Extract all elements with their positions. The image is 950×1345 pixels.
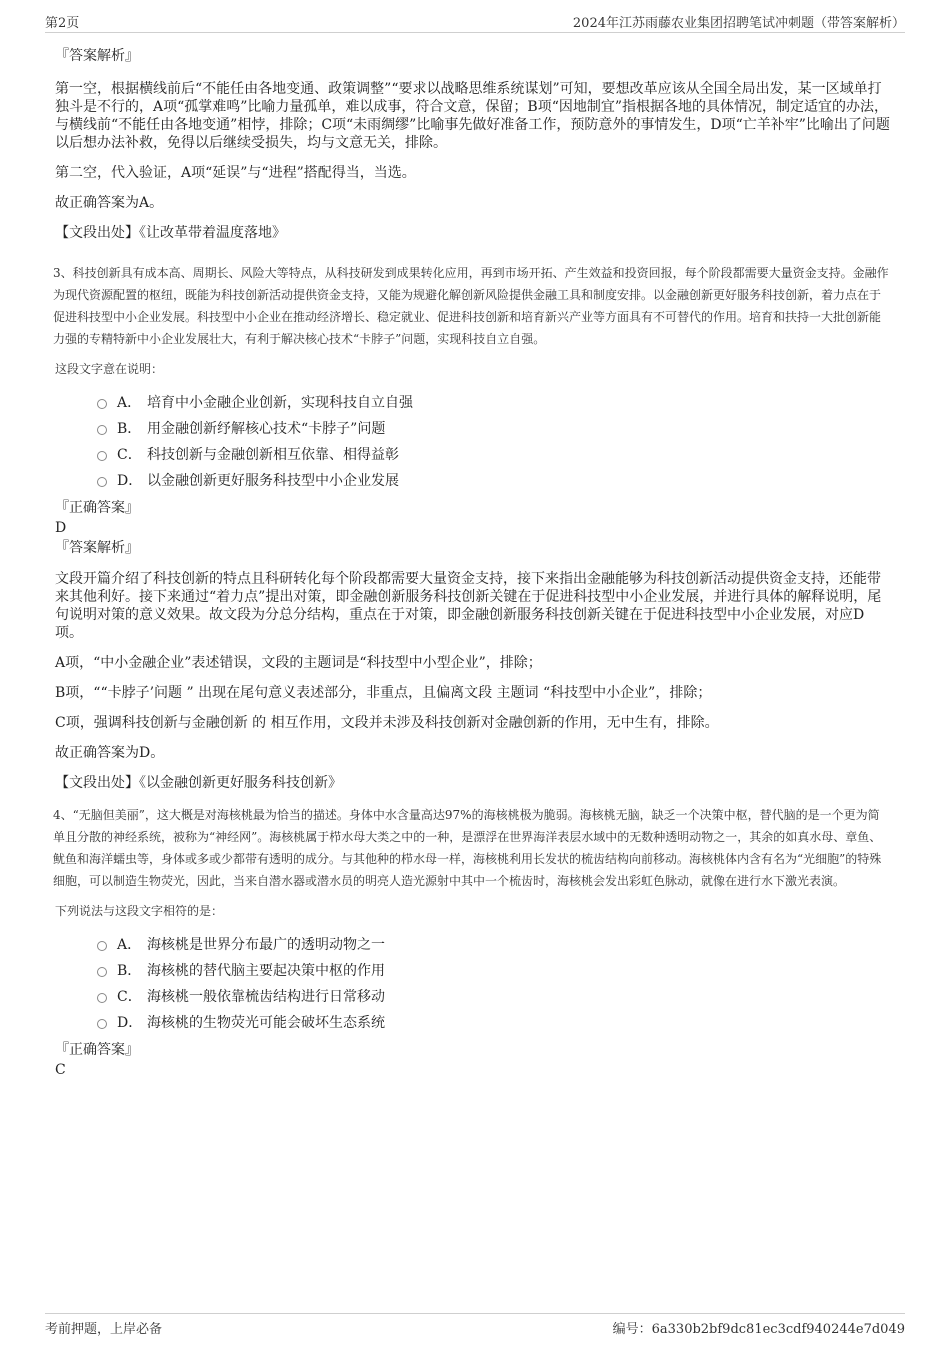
q3-analysis-p3: B项，““卡脖子’问题 ” 出现在尾句意义表述部分，非重点，且偏离文段 主题词 “科技型中小企业”，排除； bbox=[55, 685, 712, 701]
radio-icon[interactable] bbox=[97, 477, 107, 487]
q3-analysis-p5: 故正确答案为D。 bbox=[55, 745, 165, 761]
q3-question: 这段文字意在说明： bbox=[55, 362, 164, 376]
q3-analysis-label: 『答案解析』 bbox=[55, 540, 139, 556]
page-content bbox=[55, 46, 890, 1080]
radio-icon[interactable] bbox=[97, 451, 107, 461]
radio-icon[interactable] bbox=[97, 1019, 107, 1029]
q4-text: 4、“无脑但美丽”，这大概是对海核桃最为恰当的描述。身体中水含量高达97%的海核桃极为脆弱。海核桃无脑，缺乏一个决策中枢，替代脑的是一个更为简单且分散的神经系统，被称为“神经网”。海核桃属于栉水母大类之中的一种，是漂浮在世界海洋表层水域中的无数种透明动物之一，其余的如真水母、章鱼、鱿鱼和海洋蠕虫等，身体或多或少都带有透明的成分。与其他种的栉水母一样，海核桃利用长发状的梳齿结构向前移动。海核桃体内含有名为“光细胞”的特殊细胞，可以制造生物荧光，因此，当来自潜水器或潜水员的明亮人造光源射中其中一个梳齿时，海核桃会发出彩虹色脉动，就像在进行水下激光表演。 bbox=[53, 808, 882, 888]
q2-analysis-p3: 故正确答案为A。 bbox=[55, 195, 164, 211]
q3-analysis-p4: C项，强调科技创新与金融创新 的 相互作用，文段并未涉及科技创新对金融创新的作用，无中生有，排除。 bbox=[55, 715, 719, 731]
q4-question: 下列说法与这段文字相符的是： bbox=[55, 904, 224, 918]
q4-options bbox=[97, 932, 890, 1036]
q4-option-a[interactable]: A． 海核桃是世界分布最广的透明动物之一 bbox=[97, 932, 890, 958]
q4-option-d[interactable]: D． 海核桃的生物荧光可能会破坏生态系统 bbox=[97, 1010, 890, 1036]
q4-option-b[interactable]: B． 海核桃的替代脑主要起决策中枢的作用 bbox=[97, 958, 890, 984]
document-id: 编号：6a330b2bf9dc81ec3cdf940244e7d049 bbox=[612, 1322, 905, 1337]
q3-answer: D bbox=[55, 520, 67, 536]
q4-answer: C bbox=[55, 1062, 66, 1078]
q4-answer-label: 『正确答案』 bbox=[55, 1042, 139, 1058]
radio-icon[interactable] bbox=[97, 967, 107, 977]
page-footer bbox=[45, 1313, 905, 1336]
q2-analysis-p2: 第二空，代入验证，A项“延误”与“进程”搭配得当，当选。 bbox=[55, 165, 416, 181]
q3-option-c[interactable]: C． 科技创新与金融创新相互依靠、相得益彰 bbox=[97, 442, 890, 468]
radio-icon[interactable] bbox=[97, 399, 107, 409]
radio-icon[interactable] bbox=[97, 993, 107, 1003]
q2-analysis-label: 『答案解析』 bbox=[55, 48, 139, 64]
radio-icon[interactable] bbox=[97, 941, 107, 951]
q3-text: 3、科技创新具有成本高、周期长、风险大等特点，从科技研发到成果转化应用，再到市场开拓、产生效益和投资回报，每个阶段都需要大量资金支持。金融作为现代资源配置的枢纽，既能为科技创新活动提供资金支持，又能为规避化解创新风险提供金融工具和制度安排。以金融创新更好服务科技创新，着力点在于促进科技型中小企业发展。科技型中小企业在推动经济增长、稳定就业、促进科技创新和培育新兴产业等方面具有不可替代的作用。培育和扶持一大批创新能力强的专精特新中小企业发展壮大，有利于解决核心技术“卡脖子”问题，实现科技自立自强。 bbox=[53, 266, 889, 346]
q3-analysis-p1: 文段开篇介绍了科技创新的特点且科研转化每个阶段都需要大量资金支持，接下来指出金融能够为科技创新活动提供资金支持，还能带来其他利好。接下来通过“着力点”提出对策，即金融创新服务科技创新关键在于促进科技型中小企业发展，并进行具体的解释说明，尾句说明对策的意义效果。故文段为分总分结构，重点在于对策，即金融创新服务科技创新关键在于促进科技型中小企业发展，对应D项。 bbox=[55, 571, 882, 641]
q3-options bbox=[97, 390, 890, 494]
q3-analysis-p2: A项，“中小金融企业”表述错误，文段的主题词是“科技型中小型企业”，排除； bbox=[55, 655, 542, 671]
radio-icon[interactable] bbox=[97, 425, 107, 435]
footer-slogan: 考前押题，上岸必备 bbox=[45, 1322, 163, 1337]
q3-option-d[interactable]: D． 以金融创新更好服务科技型中小企业发展 bbox=[97, 468, 890, 494]
q3-answer-label: 『正确答案』 bbox=[55, 500, 139, 516]
page-number: 第2页 bbox=[45, 16, 80, 31]
q3-option-b[interactable]: B． 用金融创新纾解核心技术“卡脖子”问题 bbox=[97, 416, 890, 442]
page-header bbox=[45, 12, 905, 33]
q2-analysis-p1: 第一空，根据横线前后“不能任由各地变通、政策调整”“要求以战略思维系统谋划”可知，要想改革应该从全国全局出发，某一区域单打独斗是不行的，A项“孤掌难鸣”比喻力量孤单，难以成事，符合文意，保留；B项“因地制宜”指根据各地的具体情况，制定适宜的办法，与横线前“不能任由各地变通”相悖，排除；C项“未雨绸缪”比喻事先做好准备工作，预防意外的事情发生，D项“亡羊补牢”比喻出了问题以后想办法补救，免得以后继续受损失，均与文意无关，排除。 bbox=[55, 81, 890, 151]
document-title: 2024年江苏雨藤农业集团招聘笔试冲刺题（带答案解析） bbox=[572, 16, 905, 31]
q2-source: 【文段出处】《让改革带着温度落地》 bbox=[55, 225, 286, 241]
q3-source: 【文段出处】《以金融创新更好服务科技创新》 bbox=[55, 775, 342, 791]
q4-option-c[interactable]: C． 海核桃一般依靠梳齿结构进行日常移动 bbox=[97, 984, 890, 1010]
q3-option-a[interactable]: A． 培育中小金融企业创新，实现科技自立自强 bbox=[97, 390, 890, 416]
